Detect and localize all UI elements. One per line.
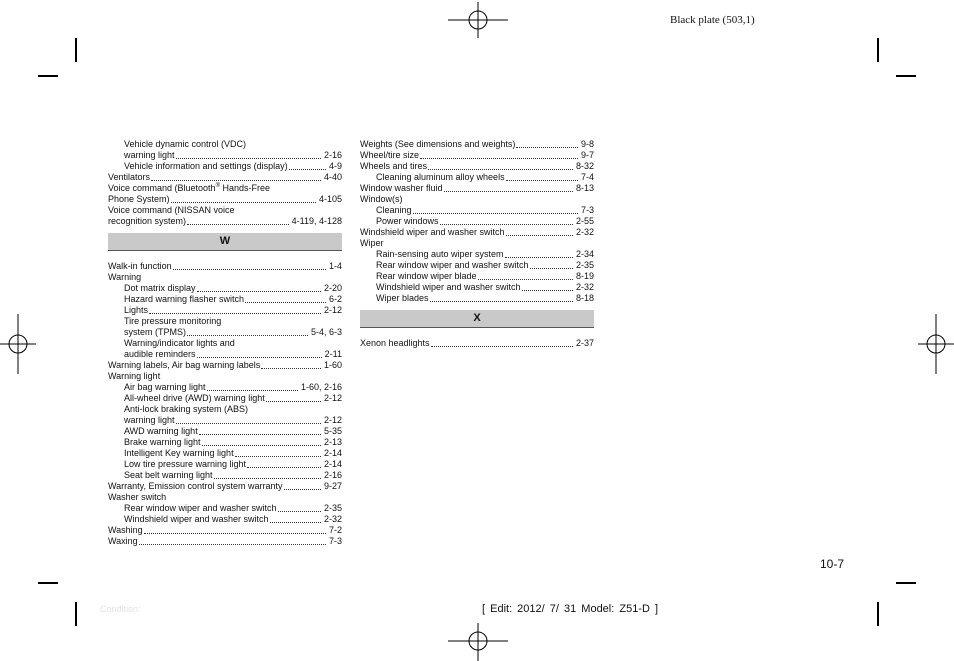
dot-leader (420, 157, 578, 159)
entry-text: AWD warning light (124, 426, 198, 436)
entry-text: Windshield wiper and washer switch (124, 514, 269, 524)
entry-page: 2-55 (575, 216, 594, 226)
index-entry (108, 459, 342, 470)
crop-mark (877, 38, 879, 62)
entry-text: recognition system) (108, 216, 187, 226)
section-header-x: X (360, 310, 594, 328)
entry-page: 1-60, 2-16 (300, 382, 342, 392)
entry-text: Dot matrix display (124, 283, 196, 293)
index-entry (360, 227, 594, 238)
registration-mark-right (918, 314, 954, 374)
index-entry (108, 161, 342, 172)
entry-page: 8-19 (575, 271, 594, 281)
entry-text: Brake warning light (124, 437, 201, 447)
dot-leader (199, 433, 321, 435)
index-column-right (360, 139, 594, 349)
index-entry (108, 294, 342, 305)
entry-page: 2-14 (323, 448, 342, 458)
entry-page: 8-32 (575, 161, 594, 171)
index-heading (360, 238, 594, 249)
entry-text: Warning/indicator lights and (124, 338, 235, 348)
entry-text: Wiper blades (376, 293, 429, 303)
entry-page: 9-27 (323, 481, 342, 491)
index-entry (360, 293, 594, 304)
entry-text: All-wheel drive (AWD) warning light (124, 393, 265, 403)
index-heading (108, 272, 342, 283)
index-entry (108, 415, 342, 426)
dot-leader (289, 168, 326, 170)
index-entry (360, 216, 594, 227)
index-heading (108, 338, 342, 349)
dot-leader (235, 455, 321, 457)
entry-text: Windshield wiper and washer switch (360, 227, 505, 237)
entry-page: 7-4 (580, 172, 594, 182)
entry-text: Rear window wiper blade (376, 271, 477, 281)
index-entry (108, 536, 342, 547)
index-entry (108, 349, 342, 360)
dot-leader (207, 389, 298, 391)
dot-leader (247, 466, 321, 468)
entry-text: Waxing (108, 536, 138, 546)
entry-text: Seat belt warning light (124, 470, 213, 480)
index-entry (108, 327, 342, 338)
entry-text: Hazard warning flasher switch (124, 294, 245, 304)
entry-text: Warranty, Emission control system warranty (108, 481, 283, 491)
dot-leader (506, 234, 573, 236)
crop-mark (75, 38, 77, 62)
dot-leader (187, 223, 289, 225)
index-entry (108, 514, 342, 525)
entry-text: Wheel/tire size (360, 150, 420, 160)
index-entry (360, 172, 594, 183)
dot-leader (444, 190, 573, 192)
registration-mark-bottom (448, 623, 508, 661)
dot-leader (516, 146, 578, 148)
entry-text: warning light (124, 415, 175, 425)
crop-mark (38, 75, 58, 77)
dot-leader (171, 201, 316, 203)
entry-text: Rain-sensing auto wiper system (376, 249, 504, 259)
entry-page: 2-16 (323, 150, 342, 160)
dot-leader (278, 510, 321, 512)
entry-text: Cleaning aluminum alloy wheels (376, 172, 505, 182)
entry-text: Xenon headlights (360, 338, 430, 348)
dot-leader (284, 488, 321, 490)
entry-text: Anti-lock braking system (ABS) (124, 404, 249, 414)
index-entry (108, 283, 342, 294)
entry-page: 2-11 (324, 349, 342, 359)
index-entry (108, 194, 342, 205)
entry-page: 4-105 (318, 194, 342, 204)
index-entry (360, 139, 594, 150)
entry-text: Wheels and tires (360, 161, 428, 171)
dot-leader (413, 212, 578, 214)
entry-page: 7-2 (328, 525, 342, 535)
index-heading (108, 492, 342, 503)
index-group (360, 338, 594, 349)
dot-leader (261, 367, 321, 369)
entry-page: 7-3 (328, 536, 342, 546)
index-entry (360, 205, 594, 216)
entry-text: audible reminders (124, 349, 196, 359)
index-heading (360, 194, 594, 205)
entry-text: Intelligent Key warning light (124, 448, 234, 458)
index-entry (108, 393, 342, 404)
entry-text: Ventilators (108, 172, 151, 182)
crop-mark (877, 602, 879, 626)
dot-leader (202, 444, 321, 446)
entry-text: Vehicle information and settings (display) (124, 161, 288, 171)
entry-text: Air bag warning light (124, 382, 206, 392)
entry-text: Weights (See dimensions and weights) (360, 139, 516, 149)
index-entry (108, 448, 342, 459)
index-group (108, 139, 342, 227)
index-entry (108, 150, 342, 161)
index-group (360, 139, 594, 304)
dot-leader (214, 477, 321, 479)
dot-leader (266, 400, 321, 402)
entry-page: 4-40 (323, 172, 342, 182)
entry-text: Voice command (NISSAN voice (108, 205, 235, 215)
index-group (108, 261, 342, 547)
crop-mark (896, 75, 916, 77)
entry-page: 8-18 (575, 293, 594, 303)
entry-page: 4-9 (328, 161, 342, 171)
dot-leader (428, 168, 573, 170)
registered-mark: ® (215, 183, 220, 189)
entry-text: Warning (108, 272, 142, 282)
entry-page: 2-12 (323, 393, 342, 403)
dot-leader (176, 157, 321, 159)
index-entry (360, 282, 594, 293)
crop-mark (38, 582, 58, 584)
index-entry (108, 525, 342, 536)
index-heading (108, 371, 342, 382)
entry-page: 2-37 (575, 338, 594, 348)
dot-leader (197, 290, 321, 292)
dot-leader (506, 179, 578, 181)
index-entry (360, 161, 594, 172)
entry-text: Lights (124, 305, 149, 315)
dot-leader (187, 334, 308, 336)
entry-text: Windshield wiper and washer switch (376, 282, 521, 292)
entry-text: Cleaning (376, 205, 412, 215)
entry-text: Rear window wiper and washer switch (376, 260, 529, 270)
entry-text: Vehicle dynamic control (VDC) (124, 139, 247, 149)
index-heading (108, 139, 342, 150)
entry-text: warning light (124, 150, 175, 160)
condition-label: Condition: (100, 604, 141, 614)
entry-text: Warning labels, Air bag warning labels (108, 360, 261, 370)
section-header-w: W (108, 233, 342, 251)
index-entry (108, 261, 342, 272)
dot-leader (139, 543, 326, 545)
entry-page: 2-32 (575, 282, 594, 292)
dot-leader (173, 268, 326, 270)
entry-text: system (TPMS) (124, 327, 186, 337)
index-entry (108, 437, 342, 448)
index-entry (108, 305, 342, 316)
entry-page: 2-20 (323, 283, 342, 293)
crop-mark (75, 602, 77, 626)
entry-page: 6-2 (328, 294, 342, 304)
index-entry (108, 360, 342, 371)
entry-page: 2-32 (323, 514, 342, 524)
page-number: 10-7 (820, 557, 845, 571)
entry-text: Tire pressure monitoring (124, 316, 222, 326)
entry-page: 2-32 (575, 227, 594, 237)
index-entry (360, 249, 594, 260)
entry-text-cont: Hands-Free (219, 183, 271, 193)
index-entry (360, 150, 594, 161)
entry-text: Window washer fluid (360, 183, 443, 193)
index-entry (108, 503, 342, 514)
entry-page: 2-12 (323, 305, 342, 315)
entry-text: Voice command (Bluetooth (108, 183, 216, 193)
index-column-left (108, 139, 342, 547)
index-entry (108, 470, 342, 481)
entry-text: Warning light (108, 371, 161, 381)
entry-text: Washing (108, 525, 143, 535)
index-entry (108, 382, 342, 393)
index-heading (108, 316, 342, 327)
dot-leader (197, 356, 322, 358)
entry-text: Wiper (360, 238, 384, 248)
entry-page: 2-34 (575, 249, 594, 259)
entry-page: 4-119, 4-128 (291, 216, 342, 226)
index-entry (360, 338, 594, 349)
entry-text: Walk-in function (108, 261, 172, 271)
dot-leader (505, 256, 573, 258)
index-entry (360, 271, 594, 282)
dot-leader (176, 422, 321, 424)
index-entry (108, 426, 342, 437)
entry-page: 7-3 (580, 205, 594, 215)
entry-text: Washer switch (108, 492, 167, 502)
entry-page: 9-7 (580, 150, 594, 160)
plate-label: Black plate (503,1) (670, 14, 755, 26)
entry-page: 2-13 (323, 437, 342, 447)
entry-page: 9-8 (580, 139, 594, 149)
entry-page: 2-35 (323, 503, 342, 513)
index-heading (108, 205, 342, 216)
entry-text: Rear window wiper and washer switch (124, 503, 277, 513)
dot-leader (151, 179, 321, 181)
entry-page: 1-4 (328, 261, 342, 271)
index-entry (360, 183, 594, 194)
dot-leader (270, 521, 321, 523)
dot-leader (430, 300, 573, 302)
entry-page: 2-35 (575, 260, 594, 270)
entry-text: Power windows (376, 216, 439, 226)
dot-leader (530, 267, 573, 269)
dot-leader (245, 301, 326, 303)
dot-leader (431, 345, 573, 347)
dot-leader (478, 278, 573, 280)
index-entry (360, 260, 594, 271)
entry-page: 8-13 (575, 183, 594, 193)
registration-mark-top (448, 2, 508, 38)
index-heading (108, 404, 342, 415)
entry-page: 5-4, 6-3 (310, 327, 342, 337)
entry-page: 1-60 (323, 360, 342, 370)
entry-page: 2-14 (323, 459, 342, 469)
entry-page: 2-12 (323, 415, 342, 425)
crop-mark (896, 582, 916, 584)
index-entry (108, 172, 342, 183)
entry-text: Phone System) (108, 194, 170, 204)
dot-leader (522, 289, 573, 291)
index-entry (108, 216, 342, 227)
dot-leader (440, 223, 573, 225)
dot-leader (144, 532, 326, 534)
entry-text: Low tire pressure warning light (124, 459, 247, 469)
dot-leader (149, 312, 321, 314)
entry-page: 5-35 (323, 426, 342, 436)
entry-page: 2-16 (323, 470, 342, 480)
entry-text: Window(s) (360, 194, 403, 204)
index-entry (108, 481, 342, 492)
registration-mark-left (0, 314, 36, 374)
index-heading (108, 183, 342, 194)
edit-footer: [ Edit: 2012/ 7/ 31 Model: Z51-D ] (482, 603, 659, 615)
